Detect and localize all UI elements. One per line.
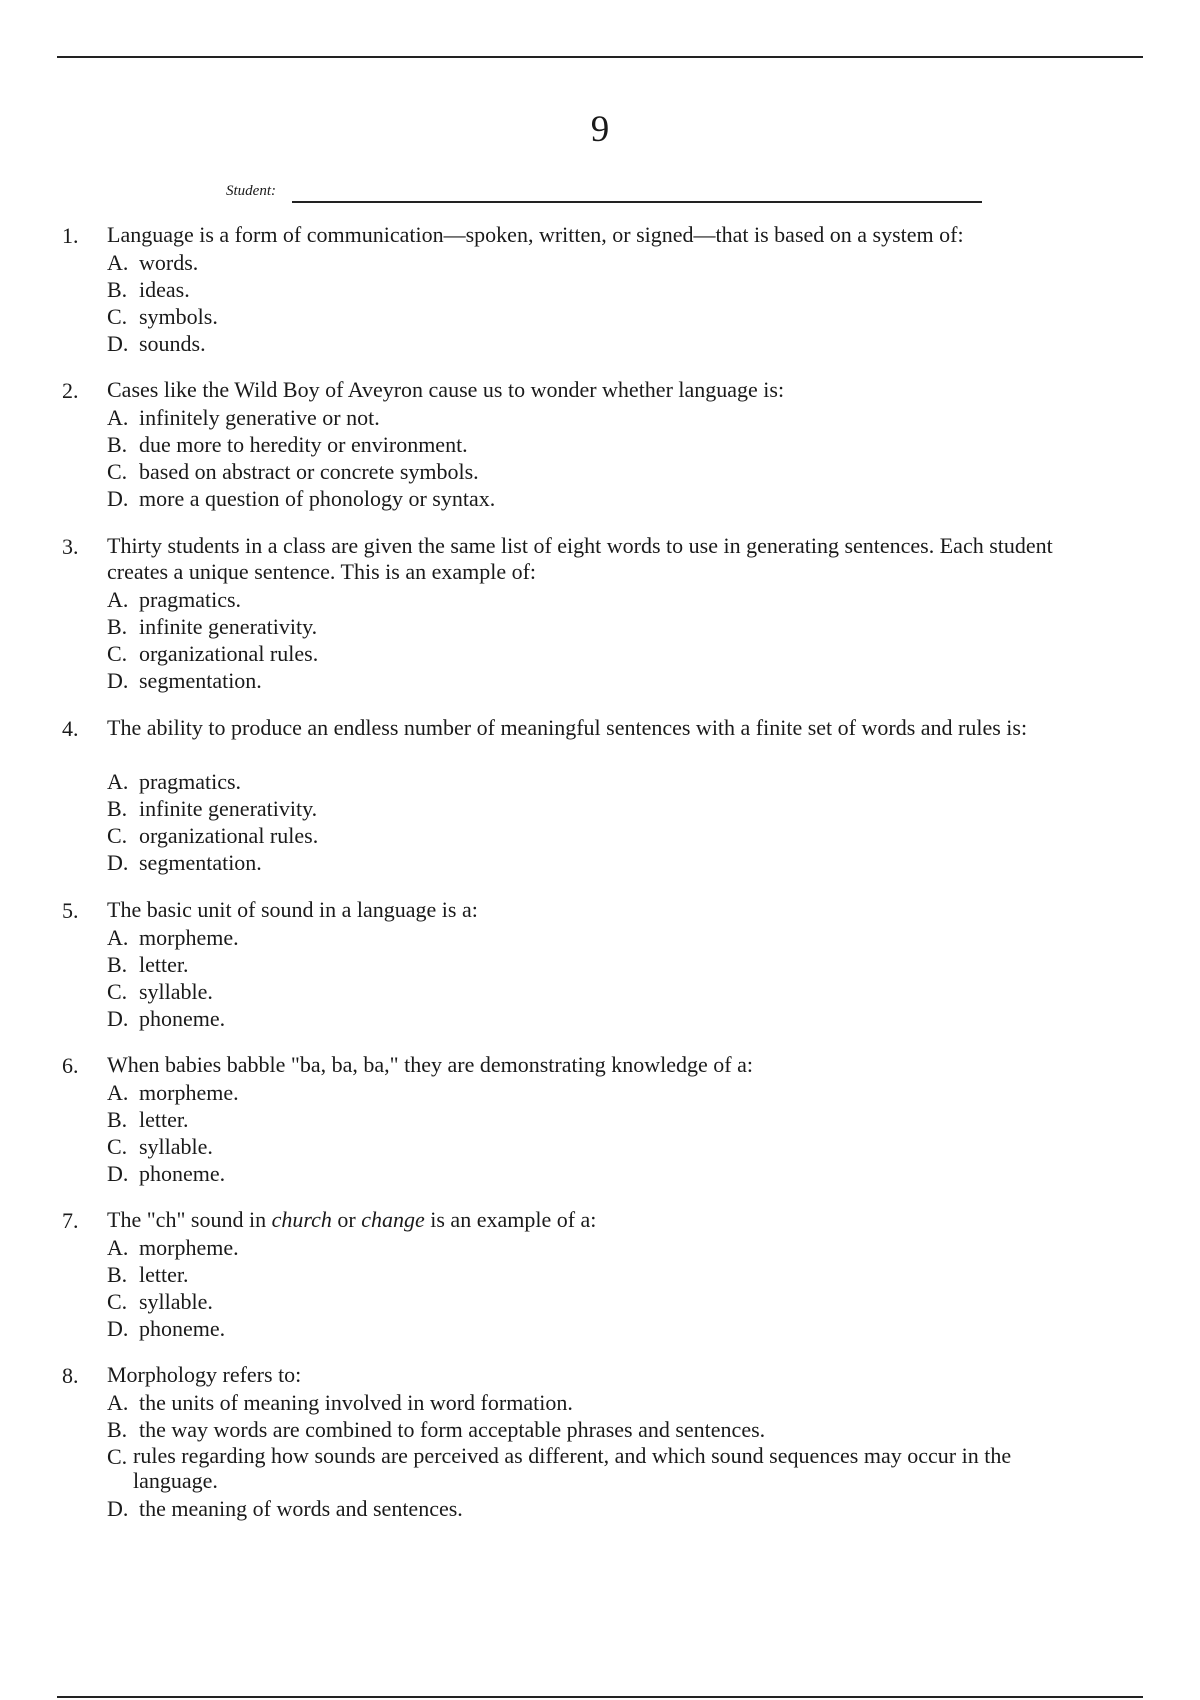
question-stem: Morphology refers to:	[107, 1362, 302, 1387]
option-text: phoneme.	[139, 1006, 226, 1031]
option-text: more a question of phonology or syntax.	[139, 486, 496, 511]
option-letter: C.	[107, 979, 128, 1004]
option-text: symbols.	[139, 304, 218, 329]
question-number: 2.	[62, 378, 79, 403]
bottom-rule	[57, 1696, 1143, 1698]
option-c[interactable]	[107, 1288, 1107, 1315]
stem-italic-word: church	[271, 1207, 332, 1232]
option-d[interactable]	[107, 1495, 1107, 1522]
option-text: the way words are combined to form acceptable phrases and sentences.	[139, 1417, 766, 1442]
option-letter: B.	[107, 1262, 128, 1287]
option-text: phoneme.	[139, 1161, 226, 1186]
option-text: segmentation.	[139, 668, 262, 693]
option-text: the units of meaning involved in word formation.	[139, 1390, 573, 1415]
option-text: the meaning of words and sentences.	[139, 1496, 463, 1521]
option-text: syllable.	[139, 1289, 213, 1314]
option-a[interactable]	[107, 586, 1107, 613]
option-letter: B.	[107, 1417, 128, 1442]
option-letter: A.	[107, 769, 129, 794]
question-number: 5.	[62, 898, 79, 923]
option-b[interactable]	[107, 613, 1107, 640]
option-letter: A.	[107, 925, 129, 950]
question-number: 8.	[62, 1363, 79, 1388]
question-number: 7.	[62, 1208, 79, 1233]
option-text: ideas.	[139, 277, 190, 302]
option-d[interactable]	[107, 330, 1107, 357]
option-text: morpheme.	[139, 1235, 239, 1260]
option-a[interactable]	[107, 1234, 1107, 1261]
option-text: segmentation.	[139, 850, 262, 875]
option-letter: A.	[107, 1235, 129, 1260]
option-letter: C.	[107, 1134, 128, 1159]
chapter-number: 9	[590, 109, 610, 150]
student-label: Student:	[226, 183, 276, 199]
option-letter: B.	[107, 1107, 128, 1132]
option-text: letter.	[139, 1262, 189, 1287]
option-text: letter.	[139, 1107, 189, 1132]
option-letter: A.	[107, 405, 129, 430]
option-letter: C.	[107, 459, 128, 484]
option-c[interactable]	[107, 822, 1107, 849]
option-c[interactable]	[107, 640, 1107, 667]
question-number: 4.	[62, 716, 79, 741]
option-letter: B.	[107, 277, 128, 302]
option-d[interactable]	[107, 1315, 1107, 1342]
option-letter: B.	[107, 432, 128, 457]
question-stem: Language is a form of communication—spoken, written, or signed—that is based on a system of:	[107, 222, 964, 247]
option-text: organizational rules.	[139, 823, 319, 848]
option-a[interactable]	[107, 249, 1107, 276]
question-stem: Thirty students in a class are given the same list of eight words to use in generating sentences. Each student creates a unique sentence. This is an example of:	[107, 533, 1053, 584]
option-b[interactable]	[107, 951, 1107, 978]
stem-text: The "ch" sound in	[107, 1207, 272, 1232]
option-a[interactable]	[107, 924, 1107, 951]
option-d[interactable]	[107, 1005, 1107, 1032]
option-text: morpheme.	[139, 1080, 239, 1105]
option-b[interactable]	[107, 1261, 1107, 1288]
option-letter: D.	[107, 850, 129, 875]
option-letter: D.	[107, 331, 129, 356]
option-letter: D.	[107, 1006, 129, 1031]
option-letter: B.	[107, 614, 128, 639]
question-stem: Cases like the Wild Boy of Aveyron cause us to wonder whether language is:	[107, 377, 785, 402]
question-stem: The ability to produce an endless number of meaningful sentences with a finite set of words and rules is:	[107, 715, 1028, 740]
option-c[interactable]	[107, 1133, 1107, 1160]
option-letter: D.	[107, 1496, 129, 1521]
top-rule	[57, 56, 1143, 58]
option-letter: B.	[107, 952, 128, 977]
option-letter: D.	[107, 1316, 129, 1341]
option-text: syllable.	[139, 979, 213, 1004]
option-a[interactable]	[107, 768, 1107, 795]
option-text: infinite generativity.	[139, 614, 318, 639]
option-text: pragmatics.	[139, 769, 242, 794]
option-a[interactable]	[107, 404, 1107, 431]
option-letter: D.	[107, 486, 129, 511]
option-text: infinite generativity.	[139, 796, 318, 821]
option-text: organizational rules.	[139, 641, 319, 666]
question-number: 3.	[62, 534, 79, 559]
question-stem	[107, 1207, 1102, 1233]
option-d[interactable]	[107, 1160, 1107, 1187]
option-text: pragmatics.	[139, 587, 242, 612]
option-c[interactable]	[107, 303, 1107, 330]
option-b[interactable]	[107, 1416, 1107, 1443]
option-d[interactable]	[107, 849, 1107, 876]
option-text: phoneme.	[139, 1316, 226, 1341]
option-b[interactable]	[107, 795, 1107, 822]
option-text: rules regarding how sounds are perceived as different, and which sound sequences may occur in the language.	[133, 1443, 1012, 1493]
option-letter: C.	[107, 1289, 128, 1314]
option-text: due more to heredity or environment.	[139, 432, 468, 457]
question-stem: When babies babble "ba, ba, ba," they are demonstrating knowledge of a:	[107, 1052, 753, 1077]
option-a[interactable]	[107, 1079, 1107, 1106]
option-text: infinitely generative or not.	[139, 405, 380, 430]
option-text: words.	[139, 250, 199, 275]
option-c[interactable]	[107, 1443, 1107, 1493]
option-letter: D.	[107, 668, 129, 693]
option-text: syllable.	[139, 1134, 213, 1159]
student-name-line[interactable]	[292, 201, 982, 203]
option-d[interactable]	[107, 485, 1107, 512]
option-letter: C.	[107, 823, 128, 848]
stem-italic-word: change	[361, 1207, 425, 1232]
option-letter: D.	[107, 1161, 129, 1186]
question-number: 1.	[62, 223, 79, 248]
option-c[interactable]	[107, 458, 1107, 485]
option-letter: C.	[107, 1444, 128, 1469]
option-a[interactable]	[107, 1389, 1107, 1416]
option-letter: A.	[107, 587, 129, 612]
option-text: letter.	[139, 952, 189, 977]
option-letter: A.	[107, 1390, 129, 1415]
option-text: based on abstract or concrete symbols.	[139, 459, 479, 484]
option-letter: C.	[107, 641, 128, 666]
option-c[interactable]	[107, 978, 1107, 1005]
option-d[interactable]	[107, 667, 1107, 694]
option-b[interactable]	[107, 431, 1107, 458]
option-letter: A.	[107, 250, 129, 275]
option-letter: A.	[107, 1080, 129, 1105]
question-number: 6.	[62, 1053, 79, 1078]
option-text: sounds.	[139, 331, 206, 356]
option-b[interactable]	[107, 276, 1107, 303]
option-letter: C.	[107, 304, 128, 329]
option-text: morpheme.	[139, 925, 239, 950]
stem-text: or	[331, 1207, 362, 1232]
question-stem: The basic unit of sound in a language is a:	[107, 897, 478, 922]
option-letter: B.	[107, 796, 128, 821]
stem-text: is an example of a:	[424, 1207, 597, 1232]
option-b[interactable]	[107, 1106, 1107, 1133]
